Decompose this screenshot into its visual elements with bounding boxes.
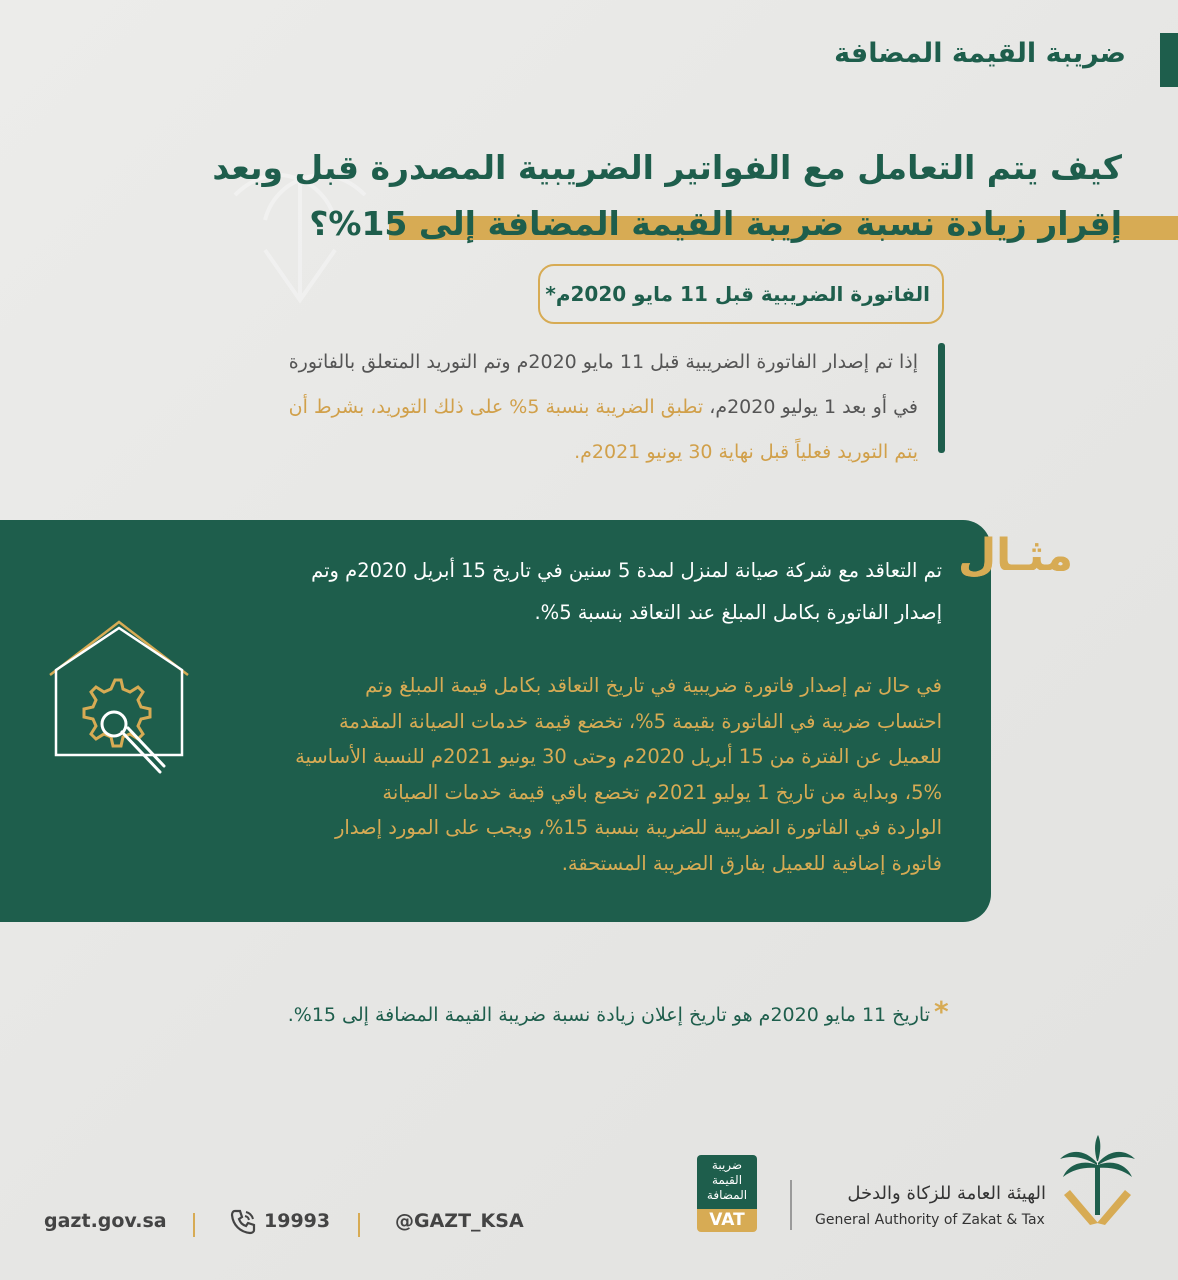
- paragraph-rule: [938, 343, 945, 453]
- example-detail-line: فاتورة إضافية للعميل بفارق الضريبة المستحقة.: [561, 851, 942, 875]
- footer-separator: [358, 1213, 360, 1237]
- headline-line-1: كيف يتم التعامل مع الفواتير الضريبية المصدرة قبل وبعد: [212, 148, 1122, 187]
- example-intro: [222, 550, 942, 634]
- footnote-text: تاريخ 11 مايو 2020م هو تاريخ إعلان زيادة نسبة ضريبة القيمة المضافة إلى 15%.: [287, 1004, 930, 1026]
- org-name-arabic: الهيئة العامة للزكاة والدخل: [847, 1183, 1046, 1204]
- paragraph-line-3: يتم التوريد فعلياً قبل نهاية 30 يونيو 2021م.: [574, 441, 918, 463]
- vat-logo: [697, 1155, 757, 1232]
- example-intro-line: إصدار الفاتورة بكامل المبلغ عند التعاقد بنسبة 5%.: [534, 601, 942, 624]
- headline: [212, 140, 1122, 252]
- paragraph-line-2-plain: في أو بعد 1 يوليو 2020م،: [703, 396, 918, 418]
- paragraph-line-2-gold: تطبق الضريبة بنسبة 5% على ذلك التوريد، بشرط أن: [288, 396, 704, 418]
- footer-separator: [193, 1213, 195, 1237]
- rule-paragraph: [198, 340, 918, 475]
- example-detail-line: للعميل عن الفترة من 15 أبريل 2020م وحتى 30 يونيو 2021م للنسبة الأساسية: [295, 745, 942, 768]
- paragraph-line-2: [198, 385, 918, 430]
- palm-swords-logo-icon: [1060, 1135, 1135, 1230]
- section-pill: [538, 264, 944, 324]
- headline-line-2: إقرار زيادة نسبة ضريبة القيمة المضافة إلى 15%؟: [309, 204, 1122, 243]
- phone-icon: [229, 1208, 257, 1236]
- house-gear-wrench-icon: [48, 620, 190, 785]
- example-detail-line: 5%، وبداية من تاريخ 1 يوليو 2021م تخضع باقي قيمة خدمات الصيانة: [382, 780, 942, 804]
- header-accent-bar: [1160, 33, 1178, 87]
- example-intro-line: تم التعاقد مع شركة صيانة لمنزل لمدة 5 سنين في تاريخ 15 أبريل 2020م وتم: [311, 559, 942, 582]
- paragraph-line-1: إذا تم إصدار الفاتورة الضريبية قبل 11 مايو 2020م وتم التوريد المتعلق بالفاتورة: [288, 351, 918, 373]
- phone-number[interactable]: 19993: [264, 1210, 331, 1232]
- footnote-star: *: [934, 995, 949, 1028]
- example-detail: [222, 668, 942, 881]
- footer-divider: [790, 1180, 792, 1230]
- website-link[interactable]: gazt.gov.sa: [44, 1210, 167, 1232]
- example-detail-line: احتساب ضريبة في الفاتورة بقيمة 5%، تخضع قيمة خدمات الصيانة المقدمة: [338, 709, 942, 733]
- example-detail-line: في حال تم إصدار فاتورة ضريبية في تاريخ التعاقد بكامل قيمة المبلغ وتم: [365, 674, 942, 697]
- page-header-title: ضريبة القيمة المضافة: [834, 38, 1126, 69]
- social-handle[interactable]: @GAZT_KSA: [395, 1210, 524, 1232]
- vat-logo-english: VAT: [697, 1209, 757, 1232]
- pill-label: الفاتورة الضريبية قبل 11 مايو 2020م*: [545, 282, 930, 306]
- example-label: مثـال: [958, 530, 1073, 581]
- vat-logo-arabic: ضريبة القيمة المضافة: [697, 1155, 757, 1209]
- org-name-english: General Authority of Zakat & Tax: [815, 1212, 1045, 1228]
- example-detail-line: الواردة في الفاتورة الضريبية للضريبة بنسبة 15%، ويجب على المورد إصدار: [334, 816, 942, 839]
